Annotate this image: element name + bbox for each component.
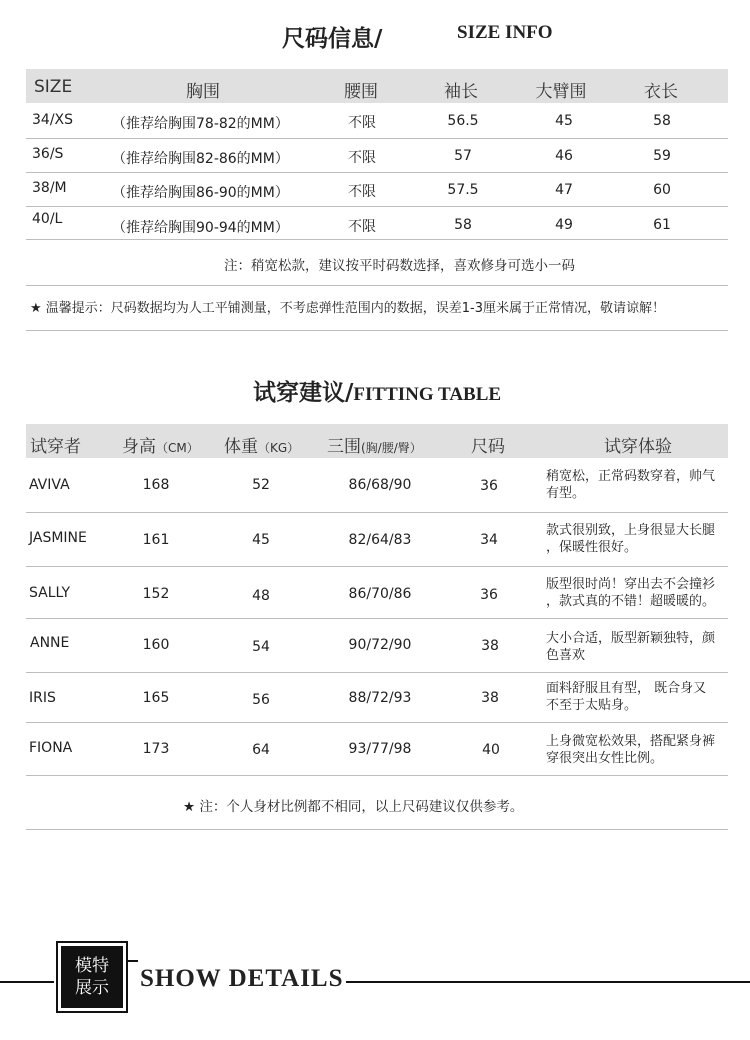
size-info-title-en-wrap: [457, 22, 553, 44]
size-cell-arm: 47: [555, 182, 573, 198]
size-note: 注：稍宽松款，建议按平时码数选择，喜欢修身可选小一码: [224, 258, 575, 274]
size-cell-bust: （推荐给胸围90-94的MM）: [112, 220, 289, 236]
fit-cell-experience: [546, 576, 734, 610]
fit-header-size-label: 尺码: [471, 437, 505, 457]
size-cell-arm: 46: [555, 148, 573, 164]
fitting-title-cn: 试穿建议/: [253, 380, 354, 406]
fit-cell-bwh: 82/64/83: [348, 532, 412, 548]
fit-cell-height: 152: [142, 586, 170, 602]
fit-cell-experience: [546, 468, 734, 502]
size-cell-length: 59: [653, 148, 671, 164]
fitting-note: ★ 注：个人身材比例都不相同，以上尺码建议仅供参考。: [183, 799, 524, 815]
section-divider: [26, 285, 728, 286]
fit-header-experience: [604, 432, 672, 457]
size-cell-size: 38/M: [32, 180, 67, 196]
fit-experience-line: 大小合适，版型新颖独特，颜: [546, 631, 716, 646]
fit-header-size: [471, 432, 505, 457]
size-info-title-cn: 尺码信息/: [282, 26, 383, 52]
fit-cell-size: 36: [480, 587, 498, 603]
fit-cell-height: 160: [142, 637, 170, 653]
section-divider: [26, 829, 728, 830]
fit-cell-bwh: 86/70/86: [348, 586, 412, 602]
size-info-title: [282, 20, 382, 53]
size-cell-bust: （推荐给胸围86-90的MM）: [112, 185, 289, 201]
fit-header-experience-label: 试穿体验: [604, 437, 672, 457]
fit-cell-weight: 48: [252, 588, 270, 604]
fit-cell-bwh: 86/68/90: [348, 477, 412, 493]
fit-header-weight: [224, 432, 299, 457]
fit-header-height-label: 身高: [122, 437, 156, 457]
fit-cell-size: 40: [482, 742, 500, 758]
size-header-length: 衣长: [644, 82, 678, 102]
fit-cell-bwh: 93/77/98: [348, 741, 412, 757]
fit-header-bwh-label: 三围: [327, 437, 361, 457]
fit-cell-name: SALLY: [29, 585, 71, 601]
fit-experience-line: 款式很别致，上身很显大长腿: [546, 523, 716, 538]
size-header-sleeve: 袖长: [444, 82, 478, 102]
row-divider: [26, 722, 728, 723]
size-cell-waist: 不限: [348, 219, 376, 235]
fitting-title: [253, 374, 501, 407]
model-show-badge: [58, 943, 126, 1011]
fit-cell-height: 173: [142, 741, 170, 757]
measurement-tip: ★ 温馨提示：尺码数据均为人工平铺测量，不考虑弹性范围内的数据，误差1-3厘米属于正常情况，敬请谅解！: [30, 301, 666, 316]
size-cell-bust: （推荐给胸围78-82的MM）: [112, 116, 289, 132]
show-details-rule-bracket: [126, 960, 128, 983]
row-divider: [26, 239, 728, 240]
fit-experience-line: ，保暖性很好。: [546, 540, 638, 555]
fit-header-height-unit: （CM）: [156, 441, 199, 455]
fit-header-height: [122, 432, 199, 457]
size-cell-sleeve: 57.5: [447, 182, 479, 198]
size-cell-arm: 49: [555, 217, 573, 233]
row-divider: [26, 775, 728, 776]
fit-cell-name: JASMINE: [29, 530, 87, 546]
fit-experience-line: 不至于太贴身。: [546, 698, 638, 713]
size-cell-size: 40/L: [32, 211, 63, 227]
size-cell-waist: 不限: [348, 184, 376, 200]
fit-cell-experience: [546, 733, 734, 767]
fit-cell-weight: 64: [252, 742, 270, 758]
size-header-waist: 腰围: [344, 82, 378, 102]
fit-header-weight-label: 体重: [224, 437, 258, 457]
fit-header-tester-label: 试穿者: [30, 437, 81, 457]
size-cell-waist: 不限: [348, 115, 376, 131]
fit-cell-experience: [546, 630, 734, 664]
fit-cell-height: 168: [142, 477, 170, 493]
fit-cell-height: 161: [142, 532, 170, 548]
show-details-rule-left: [0, 981, 54, 983]
size-cell-arm: 45: [555, 113, 573, 129]
size-cell-waist: 不限: [348, 150, 376, 166]
fit-experience-line: 有型。: [546, 486, 586, 501]
fit-cell-weight: 52: [252, 477, 270, 493]
row-divider: [26, 672, 728, 673]
fit-experience-line: 上身微宽松效果，搭配紧身裤: [546, 734, 716, 749]
fit-cell-bwh: 90/72/90: [348, 637, 412, 653]
show-details-label: SHOW DETAILS: [140, 965, 344, 992]
fit-cell-size: 38: [481, 638, 499, 654]
size-header-size: SIZE: [34, 77, 73, 97]
fit-cell-bwh: 88/72/93: [348, 690, 412, 706]
badge-line: 展示: [75, 978, 109, 998]
size-cell-sleeve: 57: [454, 148, 472, 164]
fit-cell-weight: 45: [252, 532, 270, 548]
fit-cell-name: FIONA: [29, 740, 73, 756]
fit-cell-size: 36: [480, 478, 498, 494]
size-cell-length: 61: [653, 217, 671, 233]
row-divider: [26, 512, 728, 513]
fit-cell-weight: 54: [252, 639, 270, 655]
fit-cell-size: 38: [481, 690, 499, 706]
row-divider: [26, 138, 728, 139]
fit-cell-height: 165: [142, 690, 170, 706]
fit-experience-line: 色喜欢: [546, 648, 586, 663]
fit-header-weight-unit: （KG）: [258, 441, 300, 455]
fit-cell-size: 34: [480, 532, 498, 548]
fit-header-bwh: [327, 432, 422, 457]
size-cell-length: 60: [653, 182, 671, 198]
fit-cell-weight: 56: [252, 692, 270, 708]
show-details-rule-right: [346, 981, 750, 983]
size-cell-size: 36/S: [32, 146, 64, 162]
fit-cell-experience: [546, 522, 734, 556]
size-cell-size: 34/XS: [32, 112, 74, 128]
size-cell-length: 58: [653, 113, 671, 129]
fit-cell-name: AVIVA: [29, 477, 70, 493]
size-cell-sleeve: 58: [454, 217, 472, 233]
size-info-title-en: SIZE INFO: [457, 22, 553, 43]
fit-cell-name: IRIS: [29, 690, 56, 706]
size-cell-sleeve: 56.5: [447, 113, 479, 129]
size-header-bust: 胸围: [186, 82, 220, 102]
fit-experience-line: 版型很时尚！穿出去不会撞衫: [546, 577, 716, 592]
badge-line: 模特: [75, 956, 109, 976]
section-divider: [26, 330, 728, 331]
fit-experience-line: 稍宽松，正常码数穿着，帅气: [546, 469, 716, 484]
fit-header-tester: [30, 432, 81, 457]
fit-cell-name: ANNE: [30, 635, 70, 651]
fit-header-bwh-unit: (胸/腰/臀）: [361, 441, 422, 455]
row-divider: [26, 206, 728, 207]
row-divider: [26, 172, 728, 173]
fit-cell-experience: [546, 680, 734, 714]
row-divider: [26, 618, 728, 619]
show-details-rule-top: [126, 960, 138, 962]
fit-experience-line: 穿很突出女性比例。: [546, 751, 664, 766]
size-cell-bust: （推荐给胸围82-86的MM）: [112, 151, 289, 167]
fit-experience-line: ，款式真的不错！超暖暖的。: [546, 594, 716, 609]
fit-experience-line: 面料舒服且有型， 既合身又: [546, 681, 707, 696]
fitting-title-en: FITTING TABLE: [353, 384, 502, 405]
row-divider: [26, 566, 728, 567]
size-header-arm: 大臂围: [535, 82, 587, 102]
